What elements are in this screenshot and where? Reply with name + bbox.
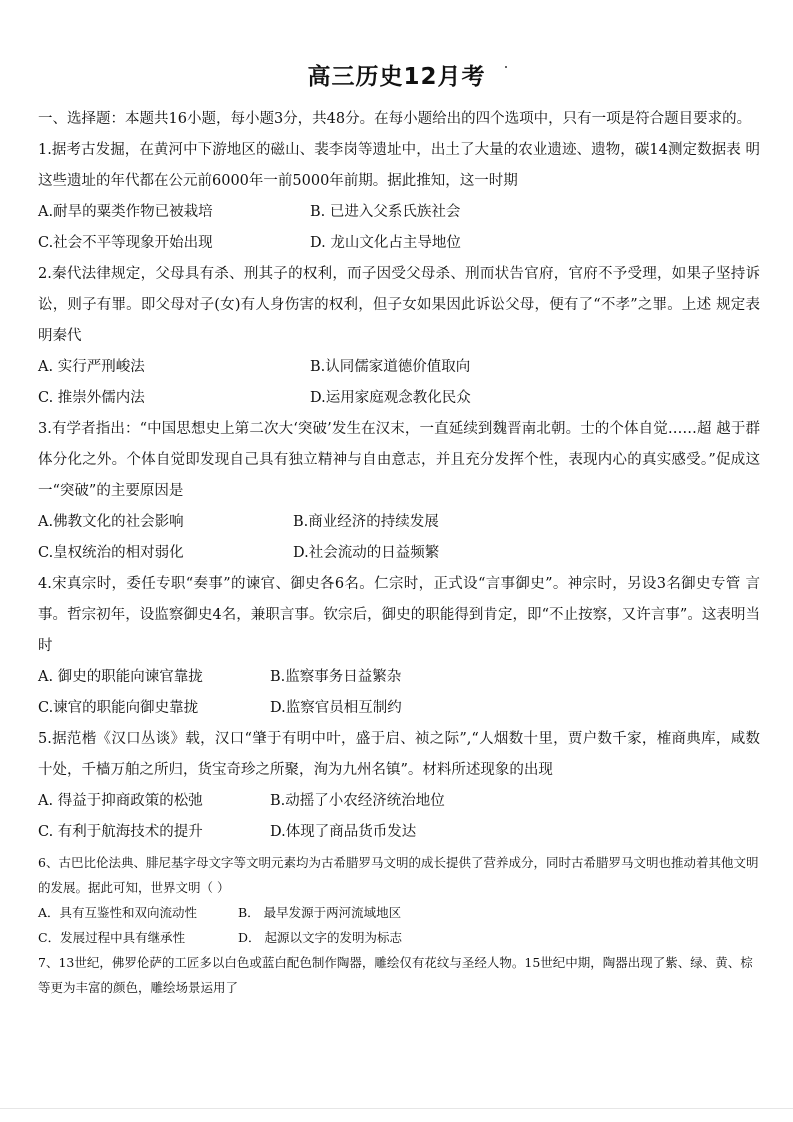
option-b: B. 已进入父系氏族社会 [310,204,461,220]
option-a: A.耐旱的粟类作物已被栽培 [38,204,213,220]
question-6-stem: 6、古巴比伦法典、腓尼基字母文字等文明元素均为古希腊罗马文明的成长提供了营养成分，同时古希腊罗马文明也推动着其他文明的发展。据此可知，世界文明（ ） [38,855,759,895]
option-c: C．发展过程中具有继承性 [38,930,186,945]
option-d: D.社会流动的日益频繁 [293,545,440,561]
option-a: A．具有互鉴性和双向流动性 [38,905,198,920]
question-1-stem: 1.据考古发掘，在黄河中下游地区的磁山、裴李岗等遗址中，出土了大量的农业遗迹、遗物，碳14测定数据表 明这些遗址的年代都在公元前6000年一前5000年前期。据此推知，这一时期 [38,142,760,189]
question-2-options-row-1 [38,352,760,383]
option-a: A. 得益于抑商政策的松弛 [38,793,203,809]
option-a: A.佛教文化的社会影响 [38,514,184,530]
option-b: B.商业经济的持续发展 [293,514,439,530]
question-5-stem: 5.据范楷《汉口丛谈》载，汉口“肇于有明中叶，盛于启、祯之际”,“人烟数十里，贾户数千家，榷商典库，咸数十处，千樯万舶之所归，货宝奇珍之所聚，洵为九州名镇”。材料所述现象的出现 [38,731,760,778]
option-c: C. 推崇外儒内法 [38,390,145,406]
stray-mark [505,66,507,68]
option-c: C.社会不平等现象开始出现 [38,235,213,251]
question-4-stem: 4.宋真宗时，委任专职“奏事”的谏官、御史各6名。仁宗时，正式设“言事御史”。神宗时，另设3名御史专管 言事。哲宗初年，设监察御史4名，兼职言事。钦宗后，御史的职能得到肯定，即“不止按察，又许言事”。这表明当时 [38,576,760,654]
question-2-stem: 2.秦代法律规定，父母具有杀、刑其子的权利，而子因受父母杀、刑而状告官府，官府不予受理，如果子坚持诉 讼，则子有罪。即父母对子(女)有人身伤害的权利，但子女如果因此诉讼父母，便有了“不孝”之罪。上述 规定表明秦代 [38,266,760,344]
question-2-options-row-2 [38,383,760,414]
option-a: A. 御史的职能向谏官靠拢 [38,669,203,685]
page-title: 高三历史12月考 [307,64,486,90]
section-heading: 一、选择题：本题共16小题，每小题3分，共48分。在每小题给出的四个选项中，只有一项是符合题目要求的。 [38,111,752,127]
option-b: B.认同儒家道德价值取向 [310,359,471,375]
option-d: D.体现了商品货币发达 [270,824,417,840]
question-7-stem: 7、13世纪，佛罗伦萨的工匠多以白色或蓝白配色制作陶器，雕绘仅有花纹与圣经人物。15世纪中期，陶器出现了紫、绿、黄、棕等更为丰富的颜色，雕绘场景运用了 [38,955,753,995]
option-d: D． 起源以文字的发明为标志 [238,930,402,945]
option-a: A. 实行严刑峻法 [38,359,145,375]
page-bottom-rule [0,1108,793,1109]
option-c: C.谏官的职能向御史靠拢 [38,700,199,716]
question-5-options-row-1 [38,786,760,817]
option-b: B.动摇了小农经济统治地位 [270,793,445,809]
option-c: C. 有利于航海技术的提升 [38,824,203,840]
question-3-stem: 3.有学者指出：“中国思想史上第二次大‘突破’发生在汉末，一直延续到魏晋南北朝。士的个体自觉……超 越于群体分化之外。个体自觉即发现自己具有独立精神与自由意志，并且充分发挥个性，表现内心的真实感受。”促成这一“突破”的主要原因是 [38,421,760,499]
question-6-options-row-1 [38,900,760,925]
question-1-options-row-1 [38,197,760,228]
option-d: D. 龙山文化占主导地位 [310,235,461,251]
question-4-options-row-2 [38,693,760,724]
question-3-options-row-1 [38,507,760,538]
option-b: B． 最早发源于两河流域地区 [238,905,402,920]
question-6-options-row-2 [38,925,760,950]
question-1-options-row-2 [38,228,760,259]
option-d: D.运用家庭观念教化民众 [310,390,471,406]
question-list [38,104,760,1000]
option-b: B.监察事务日益繁杂 [270,669,402,685]
option-d: D.监察官员相互制约 [270,700,402,716]
question-5-options-row-2 [38,817,760,848]
question-3-options-row-2 [38,538,760,569]
question-4-options-row-1 [38,662,760,693]
option-c: C.皇权统治的相对弱化 [38,545,184,561]
